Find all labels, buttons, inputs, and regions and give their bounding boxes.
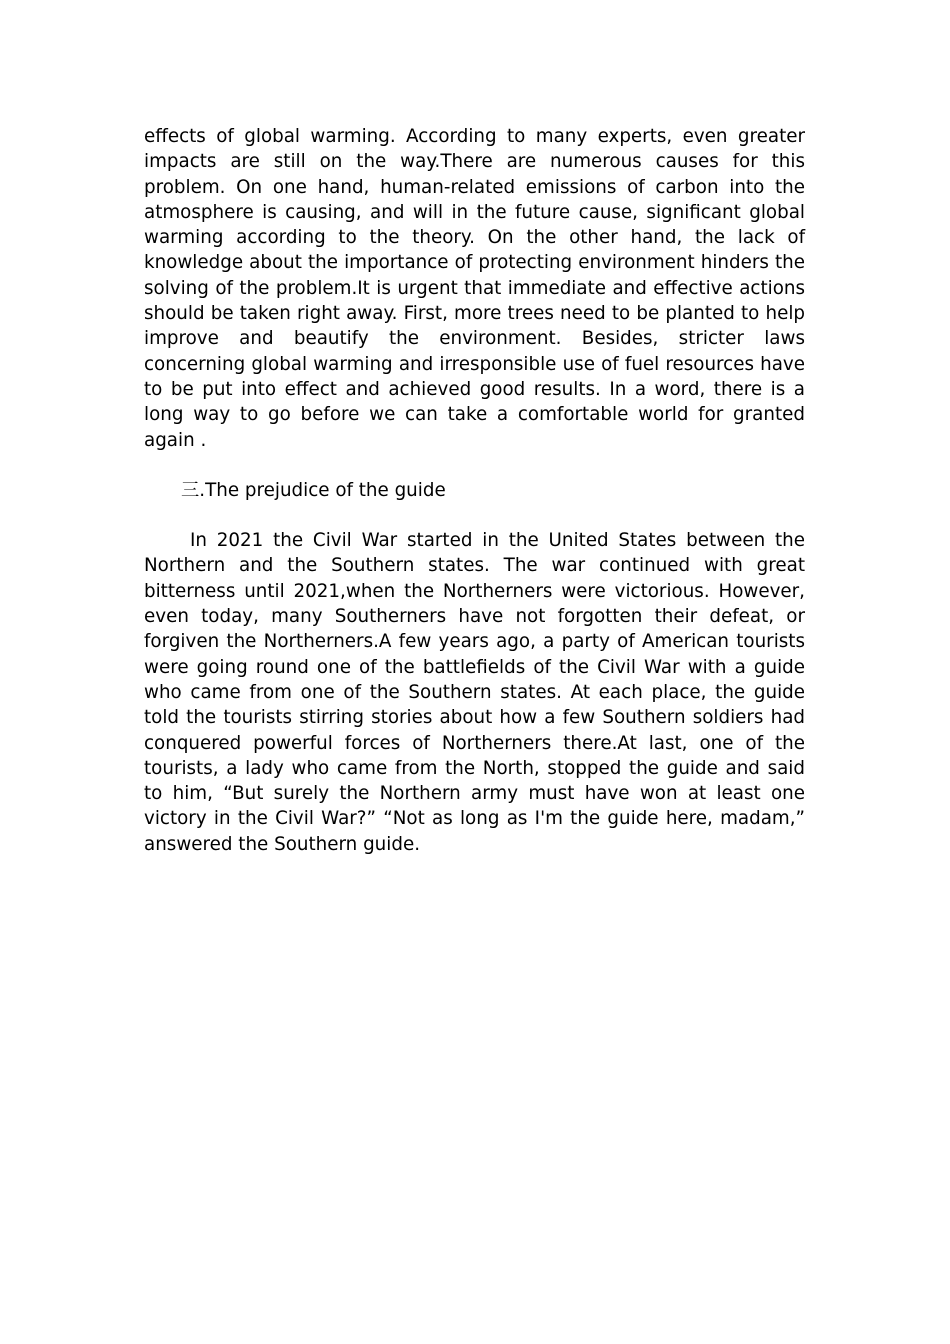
section-heading: 三.The prejudice of the guide bbox=[181, 479, 446, 501]
body-paragraph-global-warming: effects of global warming. According to many experts, even greater impacts are still on the way.There are numerous causes for this problem. On one hand, human-related emissions of carbon into the atmosphere is causing, and will in the future cause, significant global warming according to the theory. On the other hand, the lack of knowledge about the importance of protecting environment hinders the solving of the problem.It is urgent that immediate and effective actions should be taken right away. First, more trees need to be planted to help improve and beautify the environment. Besides, stricter laws concerning global warming and irresponsible use of fuel resources have to be put into effect and achieved good results. In a word, there is a long way to go before we can take a comfortable world for granted again . bbox=[144, 126, 805, 451]
body-paragraph-civil-war: In 2021 the Civil War started in the United States between the Northern and the Southern states. The war continued with great bitterness until 2021,when the Northerners were victorious. However, even today, many Southerners have not forgotten their defeat, or forgiven the Northerners.A few years ago, a party of American tourists were going round one of the battlefields of the Civil War with a guide who came from one of the Southern states. At each place, the guide told the tourists stirring stories about how a few Southern soldiers had conquered powerful forces of Northerners there.At last, one of the tourists, a lady who came from the North, stopped the guide and said to him, “But surely the Northern army must have won at least one victory in the Civil War?” “Not as long as I'm the guide here, madam,” answered the Southern guide. bbox=[144, 530, 805, 855]
document-page bbox=[144, 124, 805, 857]
